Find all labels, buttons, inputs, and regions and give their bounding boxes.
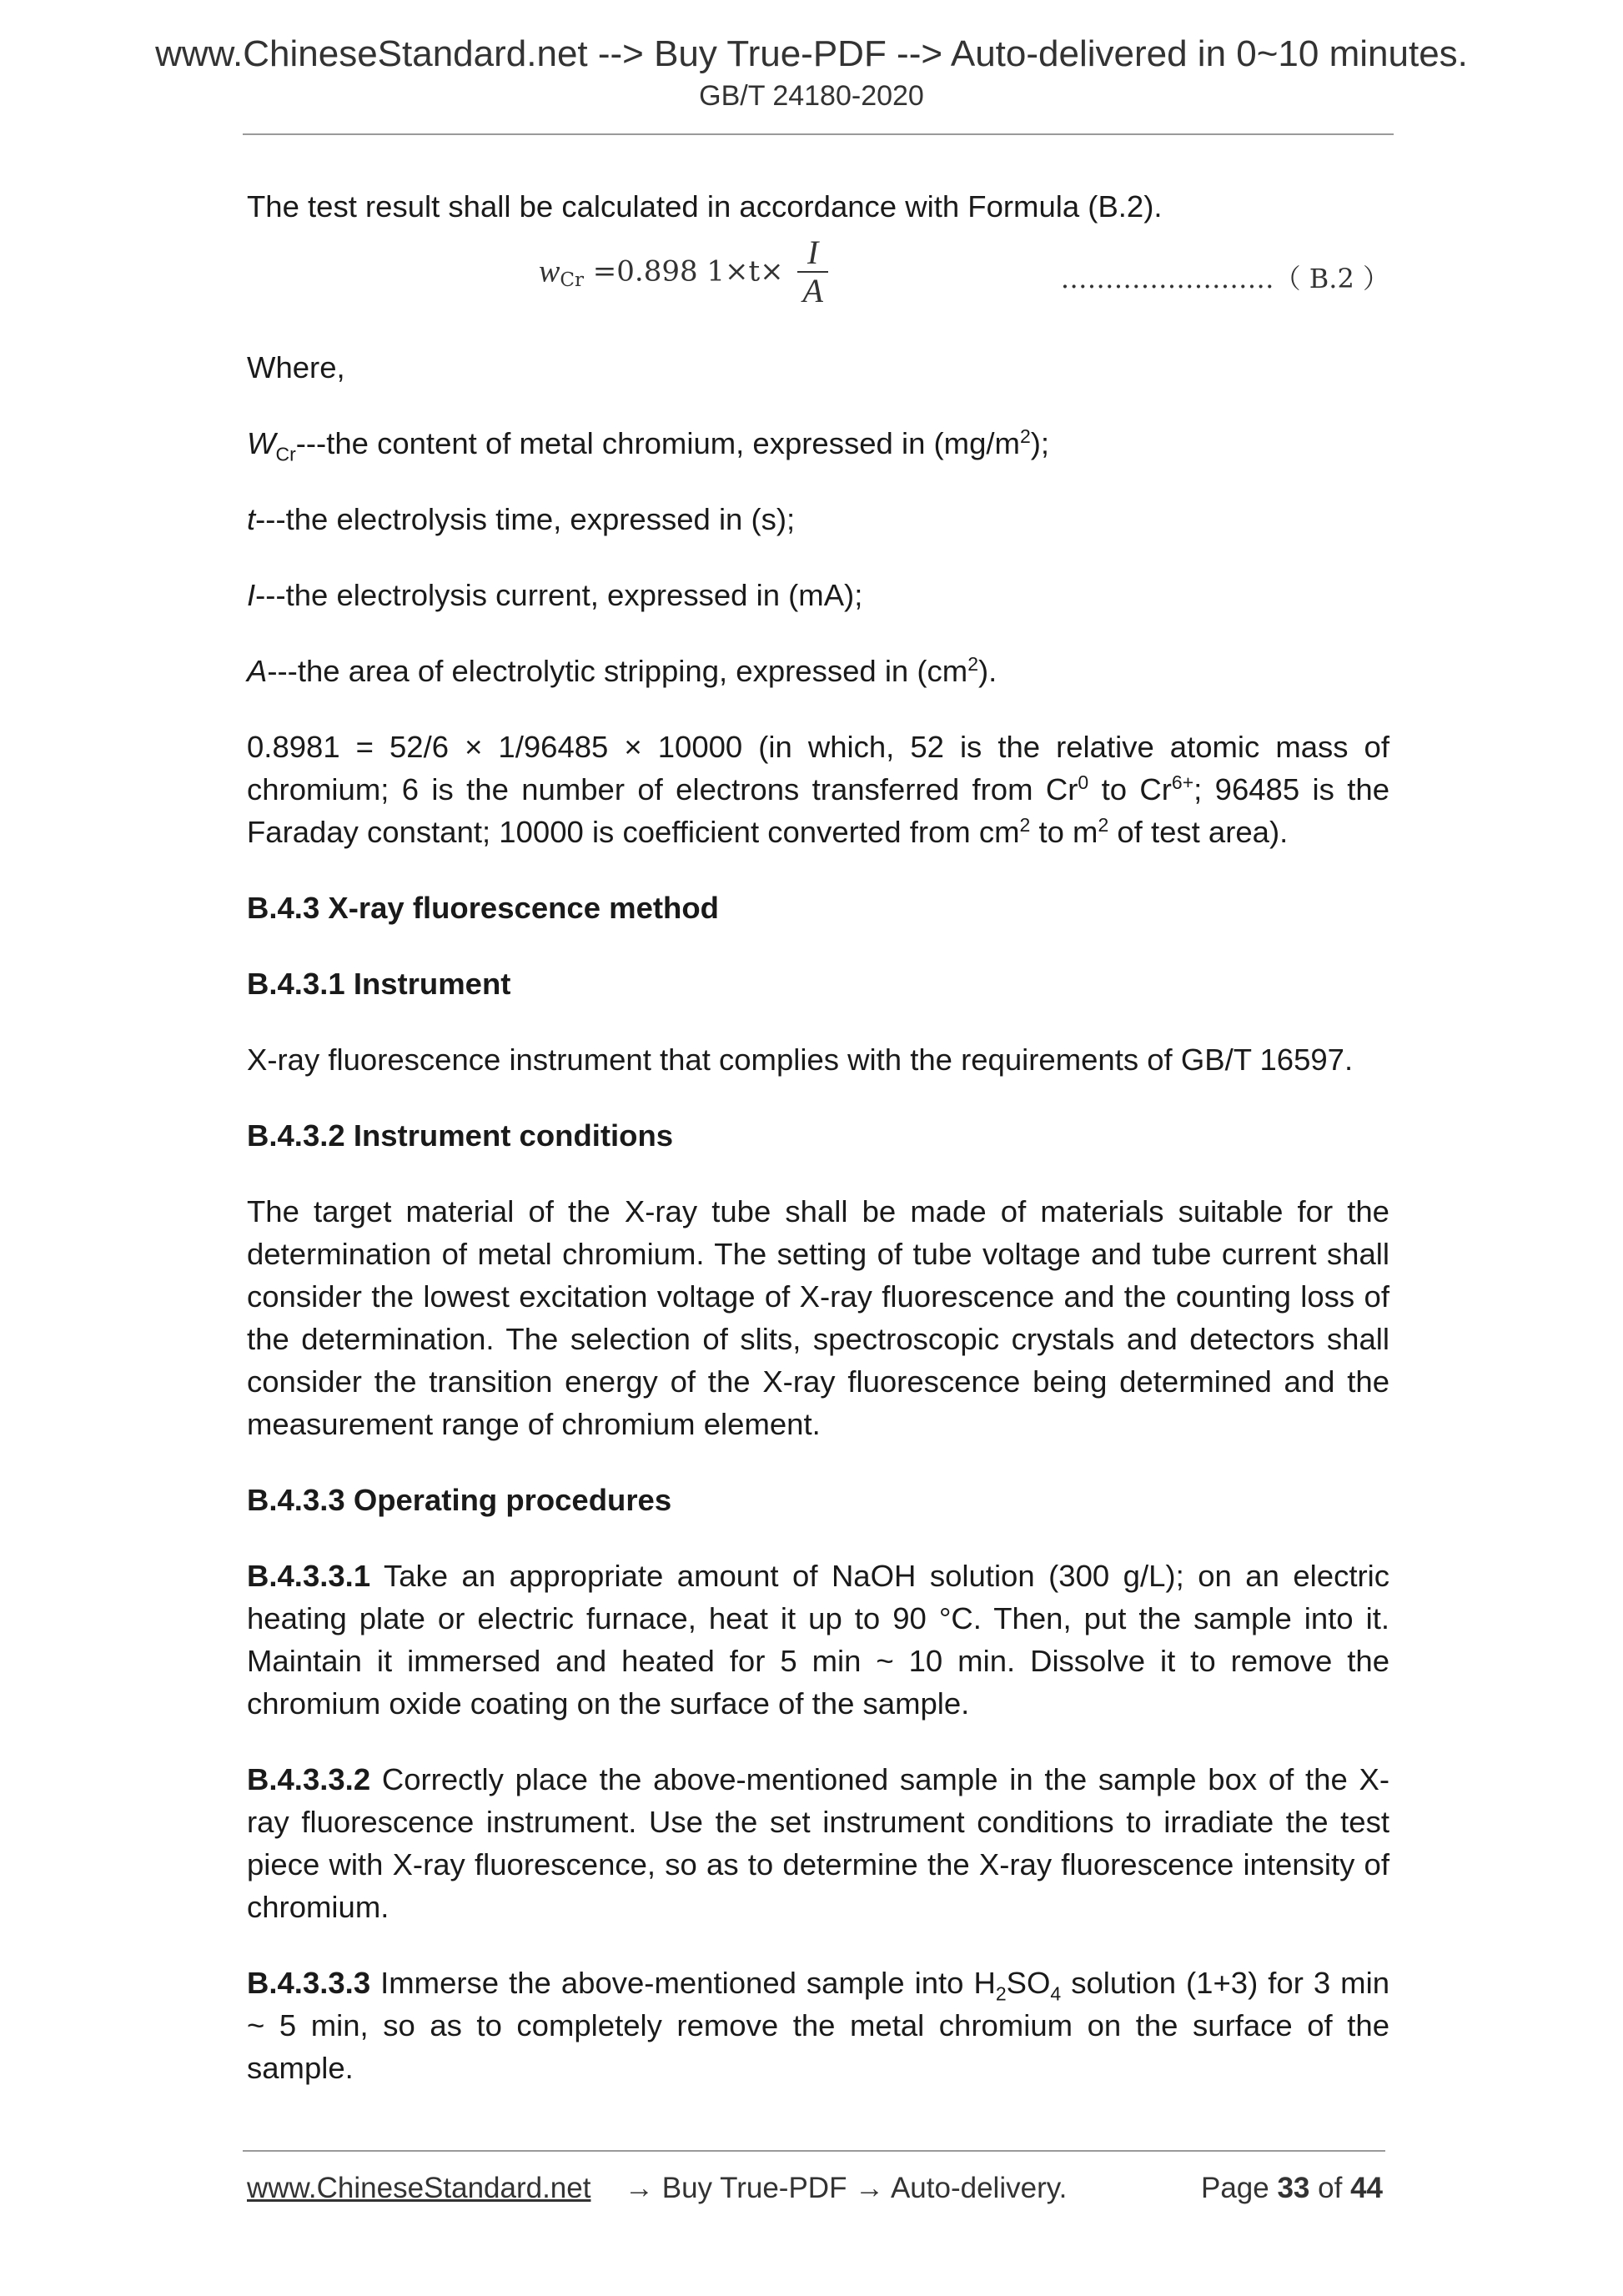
formula-b2	[247, 234, 1389, 346]
heading-b433: B.4.3.3 Operating procedures	[247, 1483, 672, 1517]
header-divider	[243, 133, 1394, 135]
var-i: I---the electrolysis current, expressed in (mA);	[247, 578, 863, 612]
var-wcr: $W_{Cr}--$-the content of metal chromium, expressed in $(mg/m^2)$;	[247, 425, 1050, 465]
page-body	[247, 185, 1389, 2089]
formula-rhs: =0.898 1×t×	[592, 254, 784, 289]
page-indicator: Page 33 of 44	[1200, 2172, 1383, 2204]
heading-b43: B.4.3 X-ray fluorescence method	[247, 891, 719, 925]
formula-numerator: I	[797, 234, 827, 273]
constant-note: 0.8981 = 52/6 × 1/96485 × 10000 (in which, 52 is the relative atomic mass of chromium; 6 is the number of electrons transferred from Cr$^0$ to $Cr^{6+}$; 96485 is the Faraday constant; 10000 is coefficient converted from $cm^2$ to $m^2$ of test area).	[247, 730, 1389, 849]
where-label: Where,	[247, 350, 345, 384]
heading-b432: B.4.3.2 Instrument conditions	[247, 1118, 674, 1153]
paragraph-b431: X-ray fluorescence instrument that complies with the requirements of GB/T 16597.	[247, 1042, 1354, 1077]
footer-text: → Buy True-PDF → Auto-delivery.	[625, 2172, 1068, 2204]
formula-denominator: A	[802, 272, 823, 309]
paragraph-b4333: B.4.3.3.3 Immerse the above-mentioned sample into $H_2SO_4$ solution (1+3) for 3 min ~ 5 min, so as to completely remove the metal chromium on the surface of the sample.	[247, 1966, 1389, 2085]
formula-lhs: w	[539, 254, 560, 289]
paragraph-b432: The target material of the X-ray tube shall be made of materials suitable for the determination of metal chromium. The setting of tube voltage and tube current shall consider the lowest excitation voltage of X-ray fluorescence and the counting loss of the determination. The selection of slits, spectroscopic crystals and detectors shall consider the transition energy of the X-ray fluorescence being determined and the measurement range of chromium element.	[247, 1194, 1389, 1441]
formula-fraction	[797, 234, 827, 309]
heading-b431: B.4.3.1 Instrument	[247, 967, 511, 1001]
var-t: t---the electrolysis time, expressed in (s);	[247, 502, 796, 536]
intro-paragraph: The test result shall be calculated in accordance with Formula (B.2).	[247, 189, 1163, 224]
footer-site-link[interactable]: www.ChineseStandard.net	[247, 2172, 591, 2204]
paragraph-b4331: B.4.3.3.1 Take an appropriate amount of NaOH solution (300 g/L); on an electric heating plate or electric furnace, heat it up to 90 °C. Then, put the sample into it. Maintain it immersed and heated for 5 min ~ 10 min. Dissolve it to remove the chromium oxide coating on the surface of the sample.	[247, 1559, 1389, 1721]
formula-expression	[539, 234, 828, 309]
footer-divider	[243, 2150, 1385, 2152]
formula-lhs-sub: Cr	[560, 269, 584, 291]
standard-number: GB/T 24180-2020	[699, 80, 924, 112]
header-banner: www.ChineseStandard.net --> Buy True-PDF --> Auto-delivered in 0~10 minutes.	[155, 33, 1468, 74]
var-a: A---the area of electrolytic stripping, expressed in $(cm^2)$.	[247, 652, 997, 688]
formula-number: ……………………（ B.2 ）	[1060, 263, 1389, 294]
paragraph-b4332: B.4.3.3.2 Correctly place the above-mentioned sample in the sample box of the X-ray fluorescence instrument. Use the set instrument conditions to irradiate the test piece with X-ray fluorescence, so as to determine the X-ray fluorescence intensity of chromium.	[247, 1762, 1389, 1924]
